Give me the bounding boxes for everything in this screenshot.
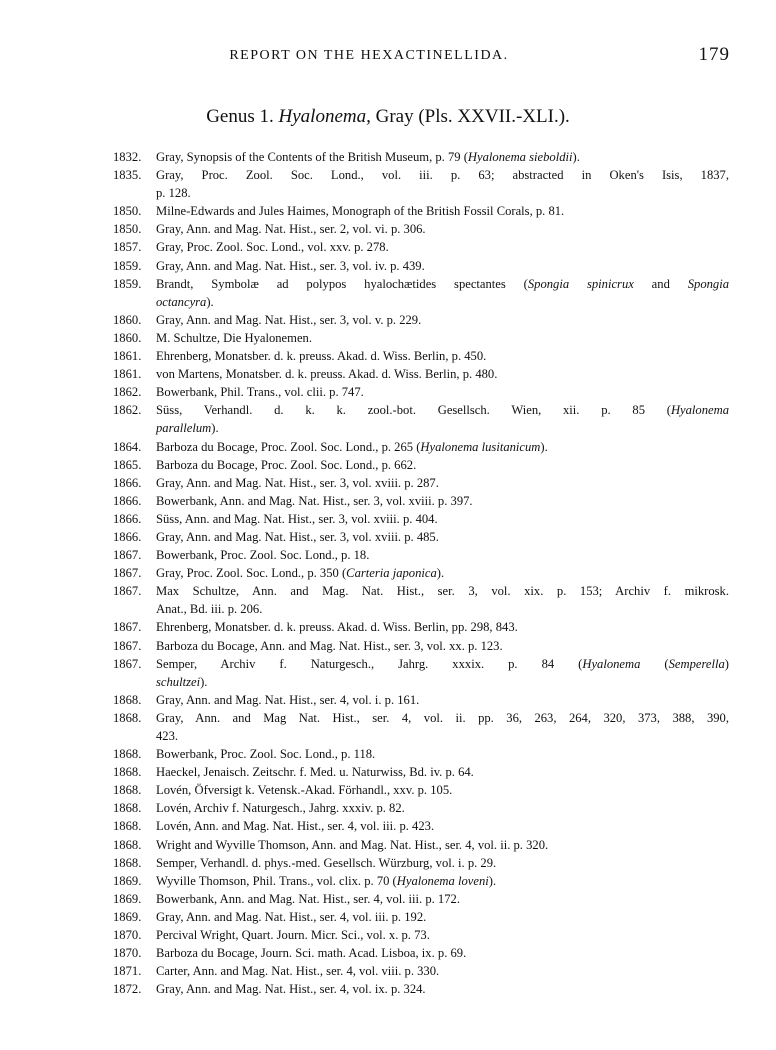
- reference-citation: [156, 528, 729, 546]
- reference-text-run: Gray, Ann. and Mag. Nat. Hist., ser. 3, vol. iv. p. 439.: [156, 258, 425, 273]
- reference-italic-text: Hyalonema sieboldii: [467, 150, 573, 164]
- reference-entry: [113, 492, 729, 510]
- reference-entry: [113, 383, 729, 401]
- reference-text-run: Wright and Wyville Thomson, Ann. and Mag. Nat. Hist., ser. 4, vol. ii. p. 320.: [156, 837, 549, 852]
- reference-year: 1867.: [113, 620, 142, 635]
- reference-first-line: [156, 582, 729, 600]
- reference-entry: [113, 329, 729, 347]
- reference-year: 1868.: [113, 819, 142, 834]
- reference-italic-text: Hyalonema loveni: [396, 873, 489, 888]
- reference-citation: [156, 166, 729, 202]
- reference-italic-text: Hyalonema: [582, 656, 641, 671]
- reference-text-run: Bowerbank, Ann. and Mag. Nat. Hist., ser. 3, vol. xviii. p. 397.: [156, 493, 473, 508]
- reference-year: 1868.: [113, 855, 142, 870]
- reference-citation: [156, 329, 729, 347]
- reference-entry: [113, 311, 729, 329]
- reference-year: 1870.: [113, 946, 142, 961]
- reference-year: 1860.: [113, 330, 142, 345]
- reference-citation: [156, 474, 729, 492]
- reference-entry: [113, 220, 729, 238]
- reference-entry: [113, 275, 729, 311]
- reference-year: 1861.: [113, 349, 142, 364]
- reference-text-run: Süss, Ann. and Mag. Nat. Hist., ser. 3, vol. xviii. p. 404.: [156, 511, 438, 526]
- reference-year: 1850.: [113, 222, 142, 237]
- reference-year: 1857.: [113, 240, 142, 255]
- reference-text-run: Gray, Ann. and Mag. Nat. Hist., ser. 4, vol. i. p. 161.: [156, 692, 420, 707]
- reference-first-line: [156, 275, 729, 293]
- reference-text-run: Carter, Ann. and Mag. Nat. Hist., ser. 4, vol. viii. p. 330.: [156, 964, 440, 979]
- reference-year: 1866.: [113, 511, 142, 526]
- reference-entry: [113, 347, 729, 365]
- reference-text-run: Süss, Verhandl. d. k. k. zool.-bot. Gesellsch. Wien, xii. p. 85 (: [156, 403, 671, 418]
- reference-text-run: Gray, Ann. and Mag. Nat. Hist., ser. 3, vol. xviii. p. 485.: [156, 529, 439, 544]
- reference-year: 1868.: [113, 783, 142, 798]
- reference-first-line: [156, 401, 729, 419]
- reference-italic-text: Hyalonema: [670, 403, 729, 418]
- reference-citation: [156, 890, 729, 908]
- reference-citation: [156, 817, 729, 835]
- reference-citation: [156, 781, 729, 799]
- reference-citation: [156, 872, 729, 890]
- reference-year: 1867.: [113, 548, 142, 563]
- reference-text-run: Lovén, Ann. and Mag. Nat. Hist., ser. 4, vol. iii. p. 423.: [156, 819, 435, 834]
- reference-entry: [113, 763, 729, 781]
- reference-year: 1860.: [113, 312, 142, 327]
- reference-year: 1868.: [113, 765, 142, 780]
- reference-entry: [113, 238, 729, 256]
- reference-text-run: p. 128.: [156, 186, 191, 201]
- reference-italic-text: Hyalonema lusitanicum: [420, 439, 541, 454]
- reference-citation: [156, 257, 729, 275]
- reference-text-run: von Martens, Monatsber. d. k. preuss. Akad. d. Wiss. Berlin, p. 480.: [156, 367, 498, 382]
- reference-entry: [113, 401, 729, 437]
- reference-text-run: Anat., Bd. iii. p. 206.: [156, 602, 263, 617]
- reference-year: 1861.: [113, 367, 142, 382]
- reference-text-run: Gray, Ann. and Mag. Nat. Hist., ser. 3, vol. xviii. p. 287.: [156, 475, 439, 490]
- reference-text-run: Gray, Ann. and Mag. Nat. Hist., ser. 3, vol. v. p. 229.: [156, 312, 422, 327]
- reference-entry: [113, 962, 729, 980]
- reference-text-run: 423.: [156, 729, 179, 743]
- reference-entry: [113, 202, 729, 220]
- reference-year: 1850.: [113, 204, 142, 219]
- reference-text-run: M. Schultze, Die Hyalonemen.: [156, 330, 312, 345]
- reference-citation: [156, 202, 729, 220]
- reference-citation: [156, 510, 729, 528]
- reference-entry: [113, 166, 729, 202]
- reference-entry: [113, 257, 729, 275]
- reference-text-run: Gray, Ann. and Mag Nat. Hist., ser. 4, vol. ii. pp. 36, 263, 264, 320, 373, 388, 390,: [156, 710, 729, 725]
- reference-entry: [113, 836, 729, 854]
- reference-entry: [113, 618, 729, 636]
- reference-year: 1832.: [113, 150, 142, 164]
- reference-year: 1862.: [113, 385, 142, 400]
- reference-text-run: Semper, Verhandl. d. phys.-med. Gesellsch. Würzburg, vol. i. p. 29.: [156, 855, 497, 870]
- reference-text-run: Barboza du Bocage, Proc. Zool. Soc. Lond., p. 662.: [156, 457, 417, 472]
- reference-text-run: Barboza du Bocage, Proc. Zool. Soc. Lond., p. 265 (: [156, 439, 421, 454]
- reference-text-run: Barboza du Bocage, Journ. Sci. math. Acad. Lisboa, ix. p. 69.: [156, 946, 467, 961]
- reference-entry: [113, 691, 729, 709]
- reference-year: 1872.: [113, 982, 142, 997]
- reference-citation: [156, 582, 729, 618]
- reference-entry: [113, 365, 729, 383]
- reference-text-run: ): [724, 656, 729, 671]
- reference-entry: [113, 456, 729, 474]
- reference-entry: [113, 148, 729, 166]
- reference-citation: [156, 546, 729, 564]
- reference-entry: [113, 799, 729, 817]
- reference-year: 1866.: [113, 493, 142, 508]
- reference-text-run: Gray, Proc. Zool. Soc. Lond., p. 350 (: [156, 566, 347, 581]
- reference-italic-text: schultzei: [156, 674, 201, 689]
- reference-continuation-line: [156, 293, 729, 311]
- reference-entry: [113, 781, 729, 799]
- page-number: 179: [698, 44, 730, 65]
- reference-year: 1866.: [113, 475, 142, 490]
- reference-citation: [156, 365, 729, 383]
- reference-citation: [156, 944, 729, 962]
- reference-year: 1868.: [113, 692, 142, 707]
- reference-year: 1866.: [113, 529, 142, 544]
- genus-heading: [0, 106, 776, 128]
- reference-text-run: ).: [436, 566, 445, 581]
- reference-citation: [156, 618, 729, 636]
- reference-text-run: Lovén, Öfversigt k. Vetensk.-Akad. Förhandl., xxv. p. 105.: [156, 783, 453, 798]
- reference-text-run: Max Schultze, Ann. and Mag. Nat. Hist., ser. 3, vol. xix. p. 153; Archiv f. mikrosk.: [156, 584, 729, 599]
- reference-italic-text: Spongia spinicrux: [527, 276, 634, 291]
- reference-citation: [156, 492, 729, 510]
- reference-entry: [113, 980, 729, 998]
- reference-entry: [113, 926, 729, 944]
- reference-citation: [156, 238, 729, 256]
- reference-italic-text: Spongia: [687, 276, 729, 291]
- reference-text-run: Brandt, Symbolæ ad polypos hyalochætides spectantes (: [156, 276, 528, 291]
- reference-year: 1867.: [113, 638, 142, 653]
- reference-year: 1859.: [113, 258, 142, 273]
- reference-text-run: Percival Wright, Quart. Journ. Micr. Sci., vol. x. p. 73.: [156, 928, 430, 943]
- reference-text-run: Gray, Proc. Zool. Soc. Lond., vol. iii. p. 63; abstracted in Oken's Isis, 1837,: [156, 168, 729, 183]
- reference-citation: [156, 854, 729, 872]
- reference-year: 1870.: [113, 928, 142, 943]
- reference-continuation-line: [156, 600, 729, 618]
- reference-text-run: Semper, Archiv f. Naturgesch., Jahrg. xxxix. p. 84 (: [156, 656, 583, 671]
- reference-text-run: (: [640, 656, 669, 671]
- reference-citation: [156, 980, 729, 998]
- reference-citation: [156, 438, 729, 456]
- reference-entry: [113, 637, 729, 655]
- reference-year: 1869.: [113, 891, 142, 906]
- reference-year: 1835.: [113, 168, 142, 183]
- reference-text-run: Bowerbank, Phil. Trans., vol. clii. p. 747.: [156, 385, 364, 400]
- reference-italic-text: Semperella: [668, 656, 725, 671]
- reference-citation: [156, 275, 729, 311]
- reference-text-run: ).: [488, 873, 497, 888]
- reference-year: 1867.: [113, 584, 142, 599]
- reference-text-run: ).: [540, 439, 548, 454]
- reference-entry: [113, 655, 729, 691]
- reference-citation: [156, 148, 729, 166]
- reference-entry: [113, 817, 729, 835]
- reference-entry: [113, 944, 729, 962]
- reference-first-line: [156, 709, 729, 727]
- reference-citation: [156, 383, 729, 401]
- reference-year: 1868.: [113, 747, 142, 762]
- reference-citation: [156, 456, 729, 474]
- reference-entry: [113, 709, 729, 745]
- reference-citation: [156, 836, 729, 854]
- reference-citation: [156, 220, 729, 238]
- reference-text-run: ).: [206, 294, 214, 309]
- reference-text-run: Bowerbank, Ann. and Mag. Nat. Hist., ser. 4, vol. iii. p. 172.: [156, 891, 460, 906]
- reference-text-run: Gray, Ann. and Mag. Nat. Hist., ser. 4, vol. iii. p. 192.: [156, 909, 427, 924]
- reference-italic-text: Carteria japonica: [346, 566, 437, 581]
- reference-text-run: Gray, Ann. and Mag. Nat. Hist., ser. 4, vol. ix. p. 324.: [156, 982, 426, 997]
- reference-citation: [156, 709, 729, 745]
- genus-suffix: Gray (Pls. XXVII.-XLI.).: [375, 106, 570, 127]
- reference-continuation-line: [156, 184, 729, 202]
- reference-citation: [156, 962, 729, 980]
- reference-citation: [156, 799, 729, 817]
- reference-entry: [113, 745, 729, 763]
- reference-citation: [156, 637, 729, 655]
- reference-year: 1864.: [113, 439, 142, 454]
- reference-entry: [113, 908, 729, 926]
- reference-italic-text: octancyra: [156, 294, 207, 309]
- reference-first-line: [156, 655, 729, 673]
- reference-year: 1867.: [113, 566, 142, 581]
- reference-year: 1868.: [113, 837, 142, 852]
- reference-year: 1862.: [113, 403, 142, 418]
- running-title: REPORT ON THE HEXACTINELLIDA.: [229, 48, 509, 63]
- reference-first-line: [156, 166, 729, 184]
- reference-entry: [113, 854, 729, 872]
- reference-citation: [156, 564, 729, 582]
- reference-entry: [113, 510, 729, 528]
- reference-continuation-line: [156, 419, 729, 437]
- reference-text-run: Haeckel, Jenaisch. Zeitschr. f. Med. u. Naturwiss, Bd. iv. p. 64.: [156, 765, 474, 780]
- reference-year: 1867.: [113, 656, 142, 671]
- reference-year: 1865.: [113, 457, 142, 472]
- reference-entry: [113, 474, 729, 492]
- reference-text-run: Bowerbank, Proc. Zool. Soc. Lond., p. 118.: [156, 747, 376, 762]
- reference-entry: [113, 438, 729, 456]
- reference-continuation-line: [156, 673, 729, 691]
- genus-name: Hyalonema,: [278, 106, 371, 127]
- reference-year: 1868.: [113, 801, 142, 816]
- reference-citation: [156, 311, 729, 329]
- reference-list: [113, 148, 729, 998]
- reference-text-run: Milne-Edwards and Jules Haimes, Monograph of the British Fossil Corals, p. 81.: [156, 204, 565, 219]
- reference-text-run: Gray, Synopsis of the Contents of the British Museum, p. 79 (: [156, 150, 468, 164]
- genus-prefix: Genus 1.: [206, 106, 274, 127]
- reference-text-run: Barboza du Bocage, Ann. and Mag. Nat. Hist., ser. 3, vol. xx. p. 123.: [156, 638, 503, 653]
- reference-citation: [156, 655, 729, 691]
- reference-text-run: Lovén, Archiv f. Naturgesch., Jahrg. xxxiv. p. 82.: [156, 801, 405, 816]
- reference-citation: [156, 347, 729, 365]
- reference-text-run: Wyville Thomson, Phil. Trans., vol. clix. p. 70 (: [156, 873, 397, 888]
- reference-citation: [156, 908, 729, 926]
- reference-entry: [113, 564, 729, 582]
- reference-entry: [113, 890, 729, 908]
- reference-citation: [156, 926, 729, 944]
- reference-year: 1869.: [113, 909, 142, 924]
- reference-entry: [113, 872, 729, 890]
- reference-text-run: Gray, Ann. and Mag. Nat. Hist., ser. 2, vol. vi. p. 306.: [156, 222, 426, 237]
- reference-text-run: Ehrenberg, Monatsber. d. k. preuss. Akad. d. Wiss. Berlin, pp. 298, 843.: [156, 620, 518, 635]
- reference-year: 1859.: [113, 276, 142, 291]
- reference-text-run: ).: [211, 421, 219, 436]
- reference-citation: [156, 401, 729, 437]
- reference-citation: [156, 763, 729, 781]
- reference-year: 1868.: [113, 710, 142, 725]
- reference-text-run: ).: [200, 674, 208, 689]
- reference-italic-text: parallelum: [156, 421, 212, 436]
- reference-citation: [156, 745, 729, 763]
- reference-year: 1871.: [113, 964, 142, 979]
- reference-entry: [113, 528, 729, 546]
- reference-text-run: and: [633, 276, 688, 291]
- reference-text-run: Gray, Proc. Zool. Soc. Lond., vol. xxv. p. 278.: [156, 240, 389, 255]
- running-head: [0, 44, 776, 68]
- reference-text-run: ).: [572, 150, 580, 164]
- reference-continuation-line: [156, 727, 729, 745]
- reference-text-run: Ehrenberg, Monatsber. d. k. preuss. Akad. d. Wiss. Berlin, p. 450.: [156, 349, 487, 364]
- reference-year: 1869.: [113, 873, 142, 888]
- reference-text-run: Bowerbank, Proc. Zool. Soc. Lond., p. 18.: [156, 548, 370, 563]
- reference-citation: [156, 691, 729, 709]
- reference-entry: [113, 582, 729, 618]
- reference-entry: [113, 546, 729, 564]
